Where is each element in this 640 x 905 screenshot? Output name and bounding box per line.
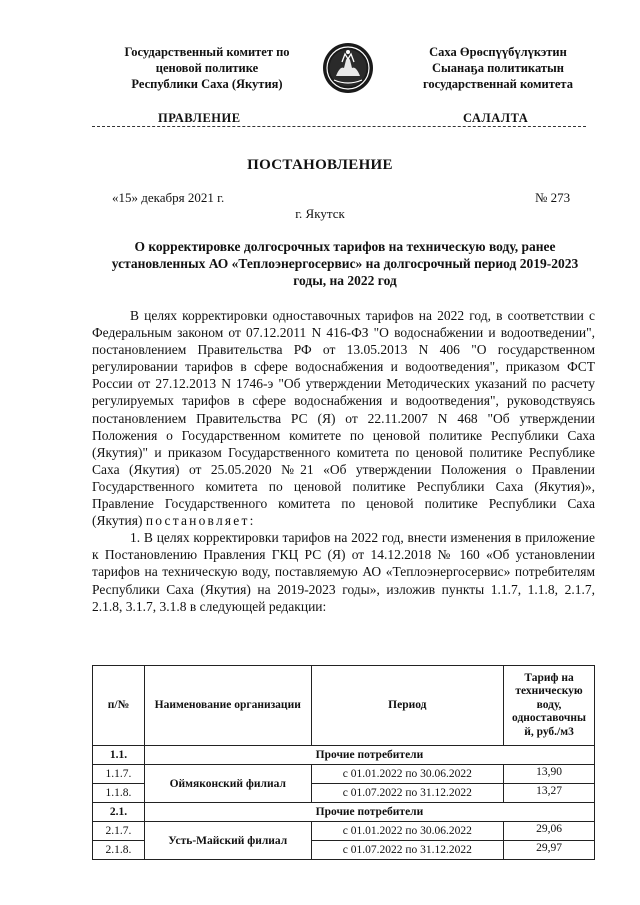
coat-of-arms-emblem <box>322 40 374 96</box>
org-name: Усть-Майский филиал <box>144 822 311 860</box>
row-period: с 01.01.2022 по 30.06.2022 <box>311 765 503 784</box>
group-row <box>93 746 595 765</box>
document-date: «15» декабря 2021 г. <box>112 190 225 205</box>
document-number: № 273 <box>535 190 571 205</box>
row-num: 1.1.7. <box>93 765 145 784</box>
tariff-table <box>92 665 595 860</box>
letterhead <box>0 44 640 104</box>
row-num: 2.1.7. <box>93 822 145 841</box>
row-num: 1.1.8. <box>93 784 145 803</box>
board-label-yakut: САЛАЛТА <box>463 111 529 125</box>
row-num: 2.1.8. <box>93 841 145 860</box>
group-row <box>93 803 595 822</box>
row-period: с 01.07.2022 по 31.12.2022 <box>311 841 503 860</box>
preamble-paragraph: В целях корректировки одноставочных тарифов на 2022 год, в соответствии с Федеральным законом от 07.12.2011 N 416-ФЗ "О водоснабжении и водоотведении", постановлением Правительства РФ от 13.05.2013 N 406 "О государственном регулировании тарифов в сфере водоснабжения и водоотведения", приказом ФСТ России от 27.12.2013 N 1746-э "Об утверждении Методических указаний по расчету регулируемых тарифов в сфере водоснабжения и водоотведения", руководствуясь постановлением Правительства РС (Я) от 22.11.2007 N 468 "Об утверждении Положения о Государственном комитете по ценовой политике Республики Саха (Якутия)" и приказом Государственного комитета по ценовой политике Республике Саха (Якутия) от 25.05.2020 №21 «Об утверждении Положения о Правлении Государственного комитета по ценовой политике Республики Саха (Якутия)», Правление Государственного комитета по ценовой политике Республики Саха (Якутия) постановляет: <box>92 308 595 529</box>
row-tariff: 29,06 <box>504 822 595 841</box>
table-row <box>93 822 595 841</box>
item-1-paragraph: 1. В целях корректировки тарифов на 2022 год, внести изменения в приложение к Постановлению Правления ГКЦ РС (Я) от 14.12.2018 № 160 «Об установлении тарифов на техническую воду, поставляемую АО «Теплоэнергосервис» потребителям Республики Саха (Якутия) на 2019-2023 годы», изложив пункты 1.1.7, 1.1.8, 2.1.7, 2.1.8, 3.1.7, 3.1.8 в следующей редакции: <box>92 530 595 614</box>
group-label: Прочие потребители <box>144 803 594 822</box>
row-period: с 01.07.2022 по 31.12.2022 <box>311 784 503 803</box>
row-period: с 01.01.2022 по 30.06.2022 <box>311 822 503 841</box>
header-num: п/№ <box>93 666 145 746</box>
committee-name-yakut: Саха Өрөспүүбүлүкэтин Сыанаҕа политикатын государственнай комитета <box>423 45 573 91</box>
group-code: 2.1. <box>93 803 145 822</box>
table-header-row <box>93 666 595 746</box>
header-period: Период <box>311 666 503 746</box>
row-tariff: 13,27 <box>504 784 595 803</box>
group-code: 1.1. <box>93 746 145 765</box>
header-org: Наименование организации <box>144 666 311 746</box>
document-subject: О корректировке долгосрочных тарифов на техническую воду, ранее установленных АО «Теплоэнергосервис» на долгосрочный период 2019-2023 годы, на 2022 год <box>111 239 579 288</box>
resolves-phrase: постановляет: <box>145 513 256 529</box>
document-city: г. Якутск <box>295 206 345 221</box>
header-tariff: Тариф на техническую воду, одноставочны й, руб./м3 <box>504 666 595 746</box>
document-title: ПОСТАНОВЛЕНИЕ <box>247 157 393 173</box>
group-label: Прочие потребители <box>144 746 594 765</box>
document-body <box>92 307 595 615</box>
table-row <box>93 765 595 784</box>
row-tariff: 29,97 <box>504 841 595 860</box>
header-divider <box>92 126 586 127</box>
row-tariff: 13,90 <box>504 765 595 784</box>
org-name: Оймяконский филиал <box>144 765 311 803</box>
board-label-russian: ПРАВЛЕНИЕ <box>158 111 241 125</box>
committee-name-russian: Государственный комитет по ценовой политике Республики Саха (Якутия) <box>124 45 290 91</box>
